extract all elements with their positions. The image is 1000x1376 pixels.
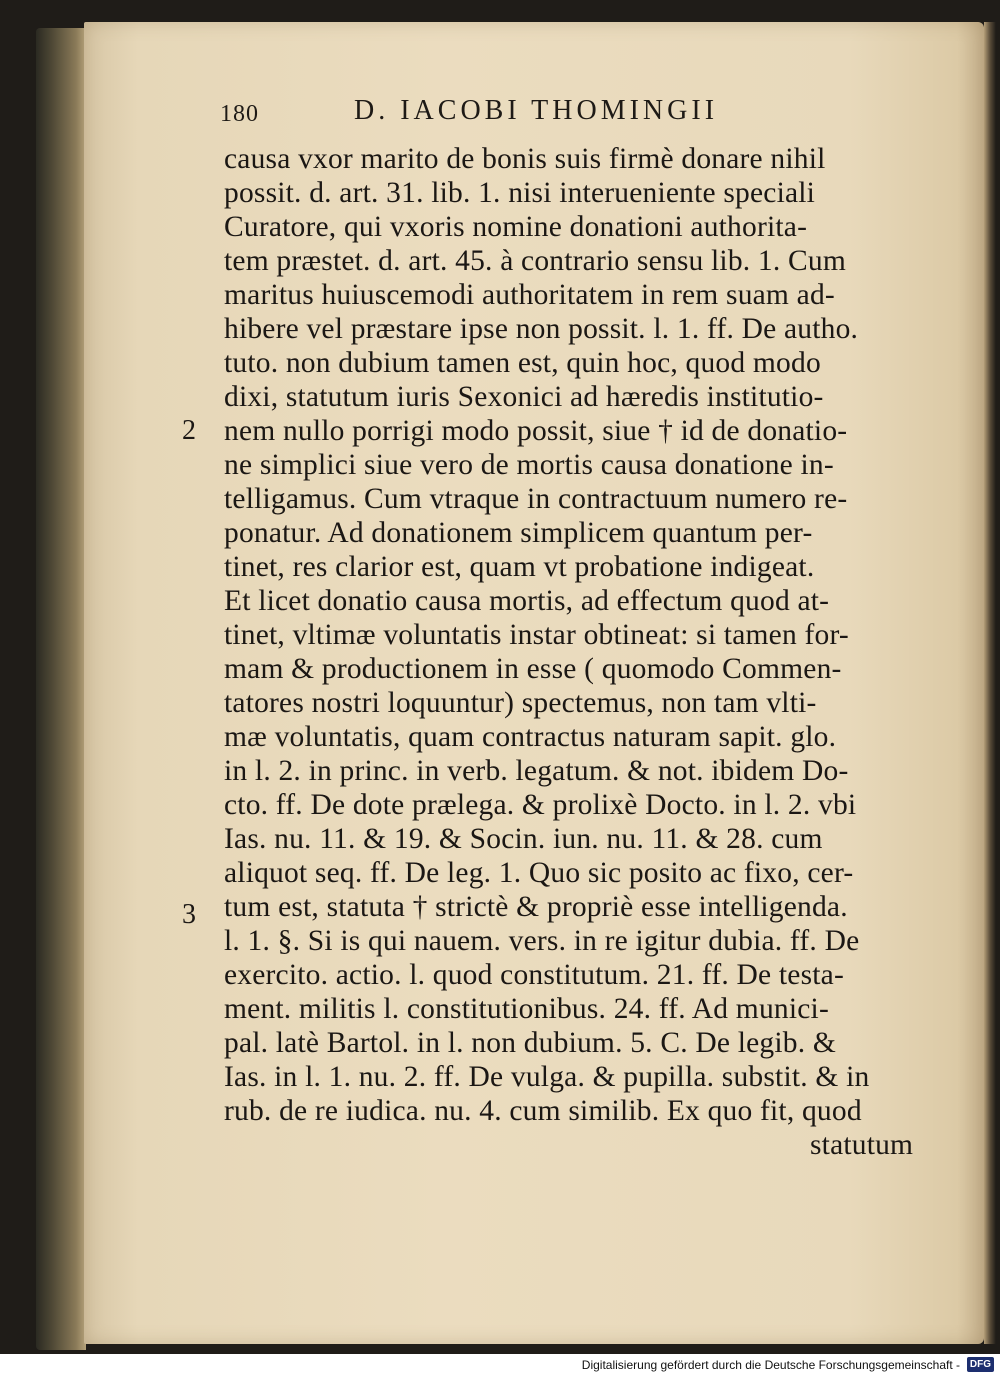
text-line: ne simplici siue vero de mortis causa donatione in-: [224, 449, 834, 481]
text-line: rub. de re iudica. nu. 4. cum similib. Ex quo fit, quod: [224, 1095, 862, 1127]
text-line: tinet, res clarior est, quam vt probatione indigeat.: [224, 551, 815, 583]
text-line: possit. d. art. 31. lib. 1. nisi interueniente speciali: [224, 177, 816, 209]
text-line: Ias. in l. 1. nu. 2. ff. De vulga. & pupilla. substit. & in: [224, 1061, 870, 1093]
text-line: nem nullo porrigi modo possit, siue † id de donatio-: [224, 415, 848, 447]
margin-number: 3: [182, 899, 196, 930]
text-line: l. 1. §. Si is qui nauem. vers. in re igitur dubia. ff. De: [224, 925, 860, 957]
text-line: pal. latè Bartol. in l. non dubium. 5. C. De legib. &: [224, 1027, 836, 1059]
text-line: in l. 2. in princ. in verb. legatum. & not. ibidem Do-: [224, 755, 849, 787]
text-line: tum est, statuta † strictè & propriè esse intelligenda.: [224, 891, 848, 923]
dfg-logo-icon: DFG: [967, 1357, 994, 1372]
text-line: mæ voluntatis, quam contractus naturam sapit. glo.: [224, 721, 837, 753]
text-line: telligamus. Cum vtraque in contractuum numero re-: [224, 483, 848, 515]
text-line: Curatore, qui vxoris nomine donationi authorita-: [224, 211, 808, 243]
text-line: ponatur. Ad donationem simplicem quantum per-: [224, 517, 813, 549]
text-line: Et licet donatio causa mortis, ad effectum quod at-: [224, 585, 830, 617]
text-line: hibere vel præstare ipse non possit. l. 1. ff. De autho.: [224, 313, 859, 345]
text-line: dixi, statutum iuris Sexonici ad hæredis institutio-: [224, 381, 824, 413]
text-line: causa vxor marito de bonis suis firmè donare nihil: [224, 143, 826, 175]
text-line: mam & productionem in esse ( quomodo Commen-: [224, 653, 842, 685]
margin-number: 2: [182, 415, 196, 446]
text-line: Ias. nu. 11. & 19. & Socin. iun. nu. 11. & 28. cum: [224, 823, 823, 855]
running-head: D. IACOBI THOMINGII: [354, 95, 719, 126]
text-line: tinet, vltimæ voluntatis instar obtineat: si tamen for-: [224, 619, 849, 651]
text-line: exercito. actio. l. quod constitutum. 21. ff. De testa-: [224, 959, 844, 991]
text-line: tatores nostri loquuntur) spectemus, non tam vlti-: [224, 687, 817, 719]
text-line: cto. ff. De dote prælega. & prolixè Docto. in l. 2. vbi: [224, 789, 857, 821]
text-line: tuto. non dubium tamen est, quin hoc, quod modo: [224, 347, 821, 379]
text-line: aliquot seq. ff. De leg. 1. Quo sic posito ac fixo, cer-: [224, 857, 854, 889]
footer-bar: [0, 1354, 1000, 1376]
text-line: tem præstet. d. art. 45. à contrario sensu lib. 1. Cum: [224, 245, 847, 277]
catchword: statutum: [810, 1129, 914, 1161]
digitization-credit: Digitalisierung gefördert durch die Deutsche Forschungsgemeinschaft -: [581, 1358, 960, 1372]
text-line: ment. militis l. constitutionibus. 24. ff. Ad munici-: [224, 993, 829, 1025]
page-number: 180: [220, 101, 259, 127]
text-line: maritus huiuscemodi authoritatem in rem suam ad-: [224, 279, 835, 311]
